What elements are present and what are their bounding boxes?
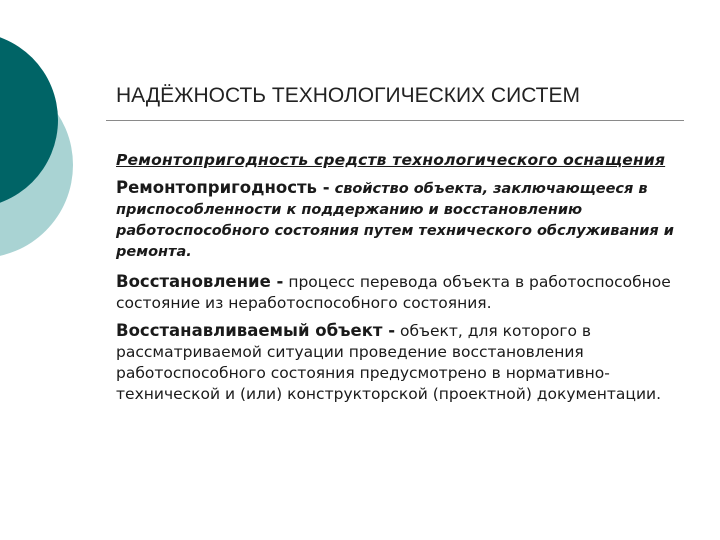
title-divider	[106, 120, 684, 121]
definition-text: свойство объекта, заключающееся в приспособленности к поддержанию и восстановлению работоспособного состояния путем технического обслуживания и ремонта.	[116, 181, 674, 260]
definition-restoration	[116, 271, 696, 314]
decorative-circles	[0, 0, 110, 300]
definition-term: Ремонтопригодность -	[116, 178, 330, 197]
definition-maintainability	[116, 177, 696, 263]
definition-text: объект, для которого в рассматриваемой ситуации проведение восстановления работоспособного состояния предусмотрено в нормативно-технической и (или) конструкторской (проектной) документации.	[116, 322, 662, 403]
slide-body	[116, 150, 696, 405]
definition-term: Восстановление -	[116, 272, 284, 291]
definition-restorable-object	[116, 320, 696, 405]
section-heading: Ремонтопригодность средств технологического оснащения	[116, 151, 666, 169]
definition-term: Восстанавливаемый объект -	[116, 321, 396, 340]
definition-text: процесс перевода объекта в работоспособное состояние из неработоспособного состояния.	[116, 273, 671, 312]
slide-title: НАДЁЖНОСТЬ ТЕХНОЛОГИЧЕСКИХ СИСТЕМ	[116, 84, 580, 107]
